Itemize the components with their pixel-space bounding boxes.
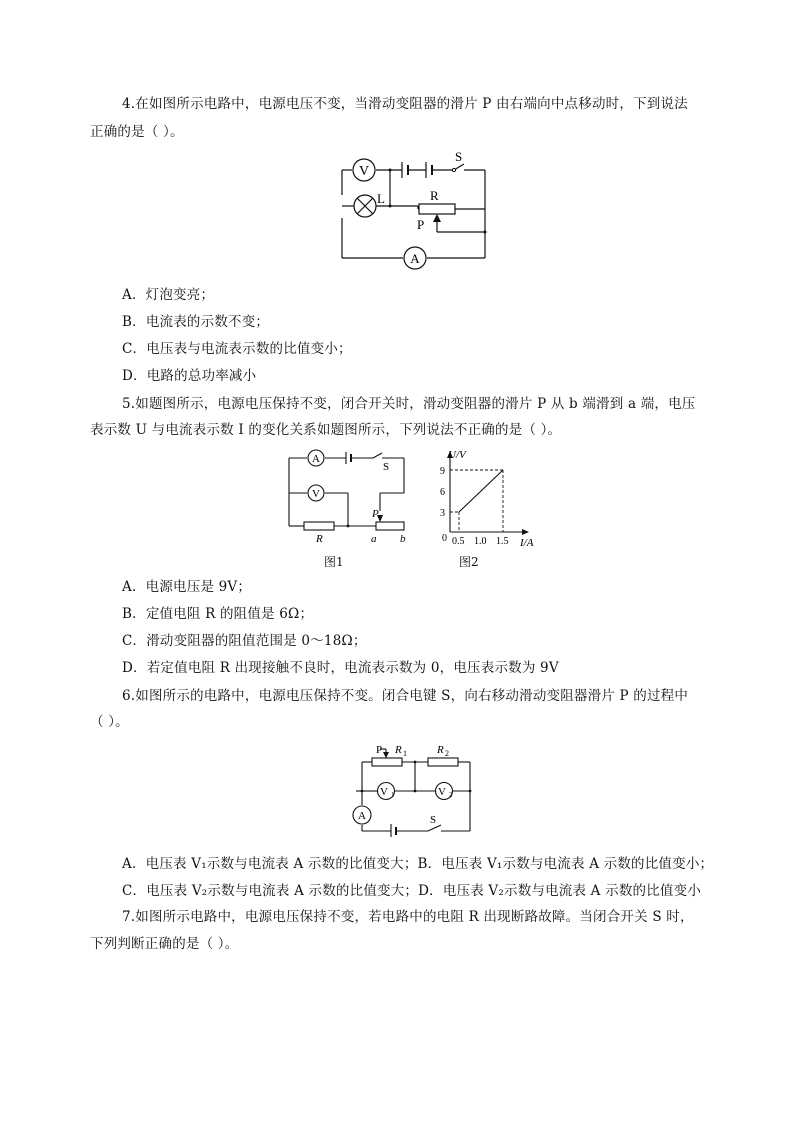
q6-v2-label: V <box>438 786 446 798</box>
q4-option-a: A．灯泡变亮； <box>122 287 215 303</box>
q5-graph-origin: 0 <box>442 533 447 544</box>
rheostat-icon <box>419 204 455 214</box>
q4-switch-label: S <box>455 149 463 164</box>
q6-stem-line2: （ ）。 <box>90 714 129 730</box>
q5-end-a-label: a <box>371 533 377 545</box>
q5-graph-ytick-6: 6 <box>440 487 445 498</box>
q6-switch-label: S <box>430 814 437 826</box>
q5-fig2-caption: 图2 <box>459 555 479 569</box>
q4-option-d: D．电路的总功率减小 <box>122 368 257 384</box>
q6-stem-line1: 6.如图所示的电路中，电源电压保持不变。闭合电键 S，向右移动滑动变阻器滑片 P 的过程中 <box>122 688 689 704</box>
q4-circuit-diagram <box>330 148 500 272</box>
q4-slider-label: P <box>417 217 425 232</box>
q5-ammeter-label: A <box>312 453 320 465</box>
q6-r1-sub: 1 <box>403 749 407 758</box>
q5-graph-xlabel: I/A <box>520 537 534 549</box>
q6-r2-sub: 2 <box>445 749 449 758</box>
q5-ui-graph <box>428 446 538 550</box>
resistor-r2-icon <box>428 758 458 766</box>
q5-graph-xtick-15: 1.5 <box>496 536 509 547</box>
q5-resistor-label: R <box>316 533 323 545</box>
q4-resistor-label: R <box>430 188 439 203</box>
q6-v2-sub: 2 <box>449 791 453 799</box>
q5-graph-ylabel: U/V <box>448 449 466 461</box>
q5-slider-label: P <box>372 508 379 520</box>
q6-ammeter-label: A <box>358 810 366 822</box>
q4-stem-line1: 4.在如图所示电路中，电源电压不变，当滑动变阻器的滑片 P 由右端向中点移动时，下到说法 <box>122 96 688 112</box>
q5-graph-ytick-9: 9 <box>440 466 445 477</box>
q5-voltmeter-label: V <box>312 488 320 500</box>
q5-option-c: C．滑动变阻器的阻值范围是 0～18Ω； <box>122 633 367 649</box>
q5-circuit-figure1 <box>282 447 414 547</box>
q4-ammeter-label: A <box>410 251 420 266</box>
q6-v1-label: V <box>380 786 388 798</box>
rheostat-icon <box>376 522 404 530</box>
q6-options-ab: A．电压表 V₁示数与电流表 A 示数的比值变大；B．电压表 V₁示数与电流表 A 示数的比值变小； <box>122 856 714 872</box>
q6-r2-label: R <box>437 744 444 756</box>
q5-option-d: D．若定值电阻 R 出现接触不良时，电流表示数为 0，电压表示数为 9V <box>122 660 559 676</box>
q5-graph-ytick-3: 3 <box>440 508 445 519</box>
q4-option-c: C．电压表与电流表示数的比值变小； <box>122 341 352 357</box>
slider-arrow-icon <box>433 214 441 222</box>
q5-stem-line1: 5.如题图所示，电源电压保持不变，闭合开关时，滑动变阻器的滑片 P 从 b 端滑到 a 端，电压 <box>122 396 696 412</box>
q4-option-b: B．电流表的示数不变； <box>122 314 270 330</box>
q5-graph-xtick-10: 1.0 <box>474 536 487 547</box>
q6-options-cd: C．电压表 V₂示数与电流表 A 示数的比值变大；D．电压表 V₂示数与电流表 A 示数的比值变小 <box>122 883 702 899</box>
q6-slider-label: P <box>376 744 383 756</box>
q7-stem-line2: 下列判断正确的是（ ）。 <box>90 936 239 952</box>
q6-circuit-diagram <box>346 741 476 837</box>
resistor-icon <box>304 522 334 530</box>
q6-r1-label: R <box>395 744 402 756</box>
q5-switch-label: S <box>383 461 390 473</box>
q5-end-b-label: b <box>400 533 406 545</box>
q5-fig1-caption: 图1 <box>324 555 344 569</box>
graph-line <box>459 470 503 512</box>
q5-stem-line2: 表示数 U 与电流表示数 I 的变化关系如题图所示，下列说法不正确的是（ ）。 <box>90 422 562 438</box>
q4-voltmeter-label: V <box>358 164 370 179</box>
x-axis-arrow-icon <box>522 529 529 535</box>
slider-arrow-icon <box>383 752 389 758</box>
q4-stem-line2: 正确的是（ ）。 <box>90 124 184 140</box>
q7-stem-line1: 7.如图所示电路中，电源电压保持不变，若电路中的电阻 R 出现断路故障。当闭合开关 S 时， <box>122 909 694 925</box>
q5-option-a: A．电源电压是 9V； <box>122 579 252 595</box>
q5-option-b: B．定值电阻 R 的阻值是 6Ω； <box>122 606 314 622</box>
q5-graph-xtick-05: 0.5 <box>452 536 465 547</box>
q6-v1-sub: 1 <box>391 791 395 799</box>
rheostat-r1-icon <box>372 758 402 766</box>
q4-lamp-label: L <box>377 191 385 206</box>
